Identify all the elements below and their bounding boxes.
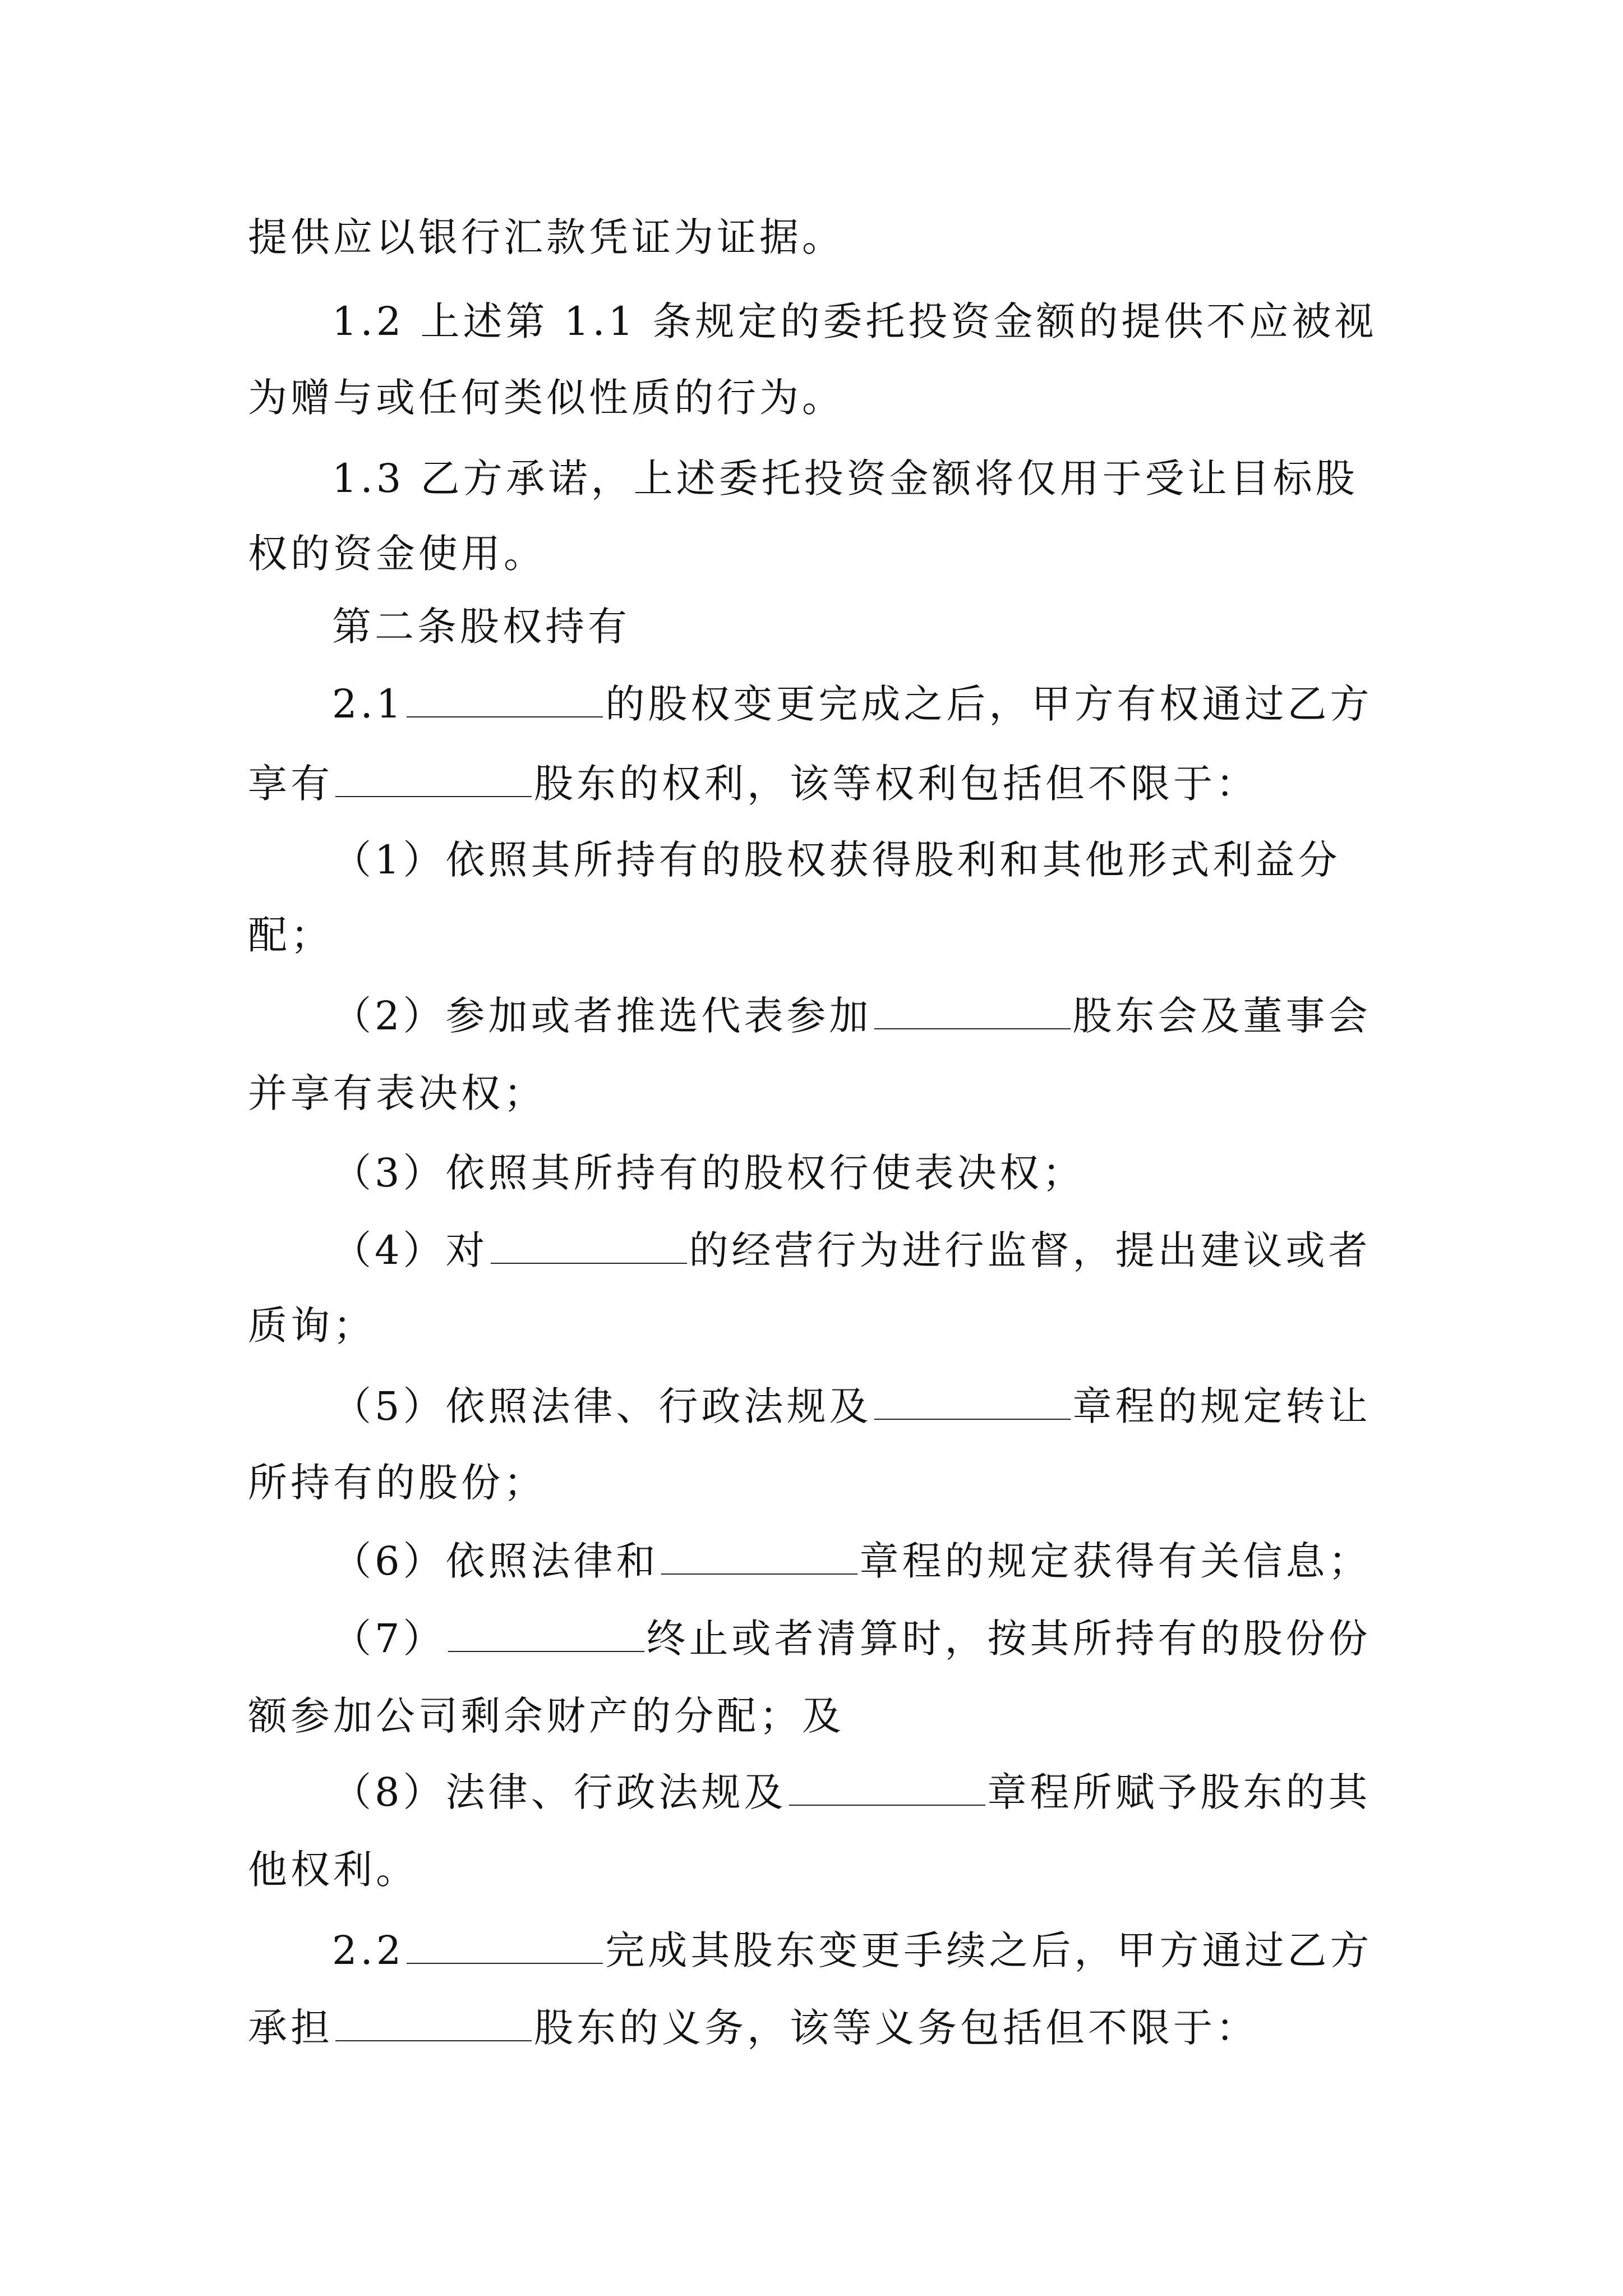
right-item-8: （8）法律、行政法规及 章程所赋予股东的其 [332,1769,1371,1815]
right-item-4: （4）对 的经营行为进行监督，提出建议或者 [332,1227,1371,1273]
right-item-1-continuation: 配； [248,912,333,958]
fill-in-blank[interactable] [661,1539,857,1575]
fill-in-blank[interactable] [448,1616,644,1652]
clause-1-2-continuation: 为赠与或任何类似性质的行为。 [248,375,845,421]
fill-in-blank[interactable] [407,682,603,717]
clause-1-2-line: 1.2 上述第 1.1 条规定的委托投资金额的提供不应被视 [332,298,1377,344]
clause-2-1-continuation: 享有 股东的权利，该等权利包括但不限于： [248,761,1258,807]
right-item-5-continuation: 所持有的股份； [248,1460,546,1506]
right-item-7: （7） 终止或者清算时，按其所持有的股份份 [332,1616,1371,1662]
clause-2-2-line: 2.2 完成其股东变更手续之后，甲方通过乙方 [332,1927,1373,1973]
fill-in-blank[interactable] [335,761,532,797]
fill-in-blank[interactable] [491,1228,687,1264]
fill-in-blank[interactable] [407,1928,603,1964]
right-item-4-continuation: 质询； [248,1303,376,1349]
fill-in-blank[interactable] [789,1770,985,1806]
right-item-3: （3）依照其所持有的股权行使表决权； [332,1150,1085,1196]
right-item-2-continuation: 并享有表决权； [248,1070,546,1116]
paragraph-line: 提供应以银行汇款凭证为证据。 [248,214,845,260]
clause-2-2-continuation: 承担 股东的义务，该等义务包括但不限于： [248,2005,1258,2051]
fill-in-blank[interactable] [874,993,1071,1029]
right-item-6: （6）依照法律和 章程的规定获得有关信息； [332,1538,1371,1584]
right-item-5: （5）依照法律、行政法规及 章程的规定转让 [332,1383,1371,1429]
right-item-8-continuation: 他权利。 [248,1847,418,1893]
fill-in-blank[interactable] [335,2005,532,2041]
clause-2-1-line: 2.1 的股权变更完成之后，甲方有权通过乙方 [332,681,1373,727]
right-item-7-continuation: 额参加公司剩余财产的分配；及 [248,1693,845,1739]
article-2-heading: 第二条股权持有 [332,604,630,650]
clause-1-3-line: 1.3 乙方承诺，上述委托投资金额将仅用于受让目标股 [332,455,1358,501]
fill-in-blank[interactable] [874,1384,1071,1420]
clause-1-3-continuation: 权的资金使用。 [248,531,546,577]
right-item-2: （2）参加或者推选代表参加 股东会及董事会 [332,993,1371,1039]
right-item-1: （1）依照其所持有的股权获得股利和其他形式利益分 [332,837,1341,883]
